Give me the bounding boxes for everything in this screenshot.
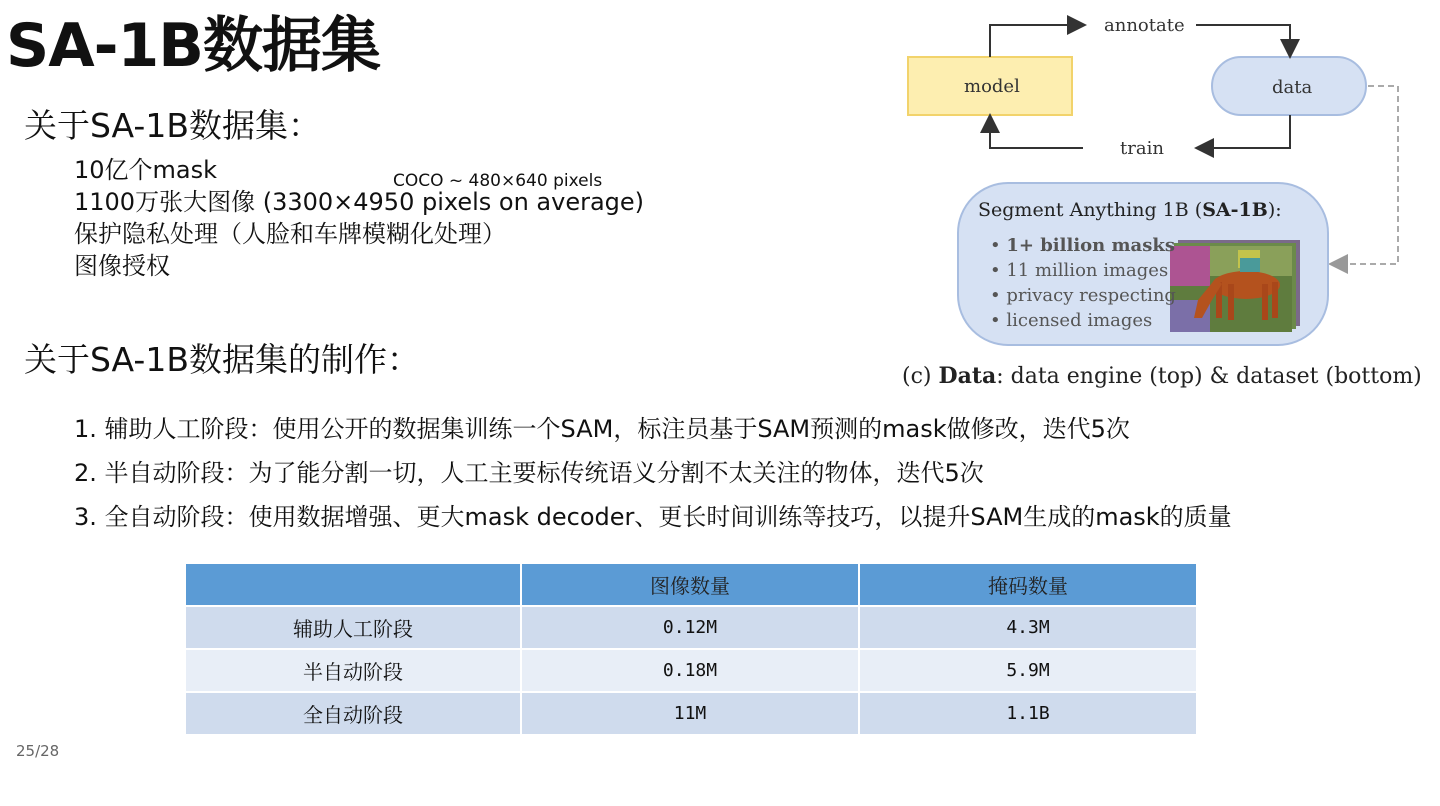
table-cell: 0.18M <box>521 649 859 692</box>
table-cell: 辅助人工阶段 <box>185 606 521 649</box>
model-label: model <box>964 76 1020 97</box>
slide-title: SA-1B数据集 <box>6 11 381 81</box>
annotate-arrow-left <box>990 25 1083 57</box>
coco-note: COCO ~ 480×640 pixels <box>393 171 603 191</box>
about-item: 10亿个mask <box>74 156 218 184</box>
table-row <box>185 692 1197 735</box>
data-label: data <box>1272 77 1313 98</box>
table-cell: 1.1B <box>859 692 1197 735</box>
table-cell: 0.12M <box>521 606 859 649</box>
table-header-cell <box>185 563 521 606</box>
table-cell: 11M <box>521 692 859 735</box>
table-header-cell: 图像数量 <box>521 563 859 606</box>
table-cell: 5.9M <box>859 649 1197 692</box>
dataset-item: • licensed images <box>990 310 1153 331</box>
train-label: train <box>1120 138 1164 159</box>
caption-bold: Data <box>938 363 997 389</box>
caption-rest: : data engine (top) & dataset (bottom) <box>996 364 1422 389</box>
about-item: 1100万张大图像 (3300×4950 pixels on average) <box>74 188 645 216</box>
table-cell: 半自动阶段 <box>185 649 521 692</box>
dataset-title <box>978 199 1282 221</box>
dataset-list <box>990 233 1176 333</box>
stage-item: 1. 辅助人工阶段：使用公开的数据集训练一个SAM，标注员基于SAM预测的mask做修改，迭代5次 <box>74 415 1130 443</box>
table-cell: 4.3M <box>859 606 1197 649</box>
train-arrow-right <box>1198 115 1290 148</box>
dataset-title-bold: SA-1B <box>1202 199 1268 221</box>
figure-caption <box>902 363 1422 389</box>
dataset-item-text: 11 million images <box>1006 260 1169 281</box>
dataset-title-prefix: Segment Anything 1B ( <box>978 199 1203 221</box>
dataset-item: • privacy respecting <box>990 285 1176 306</box>
table-row <box>185 606 1197 649</box>
table-row <box>185 649 1197 692</box>
page-number: 25/28 <box>16 742 60 760</box>
annotate-arrow-right <box>1196 25 1290 55</box>
train-arrow-left <box>990 117 1083 148</box>
annotate-label: annotate <box>1104 15 1185 36</box>
table-header-cell: 掩码数量 <box>859 563 1197 606</box>
dataset-item-text: licensed images <box>1006 310 1153 331</box>
sample-image-thumbnail <box>1170 240 1300 332</box>
table-header-row <box>185 563 1197 606</box>
dataset-item: • 1+ billion masks <box>990 235 1175 256</box>
about-item: 保护隐私处理（人脸和车牌模糊化处理） <box>74 220 506 248</box>
dataset-title-suffix: ): <box>1267 199 1282 221</box>
about-heading: 关于SA-1B数据集： <box>24 106 321 145</box>
stage-item: 2. 半自动阶段：为了能分割一切，人工主要标传统语义分割不太关注的物体，迭代5次 <box>74 459 984 487</box>
table-cell: 全自动阶段 <box>185 692 521 735</box>
stats-table <box>184 562 1198 736</box>
dataset-item: • 11 million images <box>990 260 1169 281</box>
dataset-item-text: 1+ billion masks <box>1006 235 1175 256</box>
dataset-item-text: privacy respecting <box>1006 285 1176 306</box>
data-engine-figure <box>890 0 1422 400</box>
caption-prefix: (c) <box>902 364 939 389</box>
about-item: 图像授权 <box>74 252 170 280</box>
stage-item: 3. 全自动阶段：使用数据增强、更大mask decoder、更长时间训练等技巧，以提升SAM生成的mask的质量 <box>74 503 1232 531</box>
making-heading: 关于SA-1B数据集的制作： <box>24 340 420 379</box>
